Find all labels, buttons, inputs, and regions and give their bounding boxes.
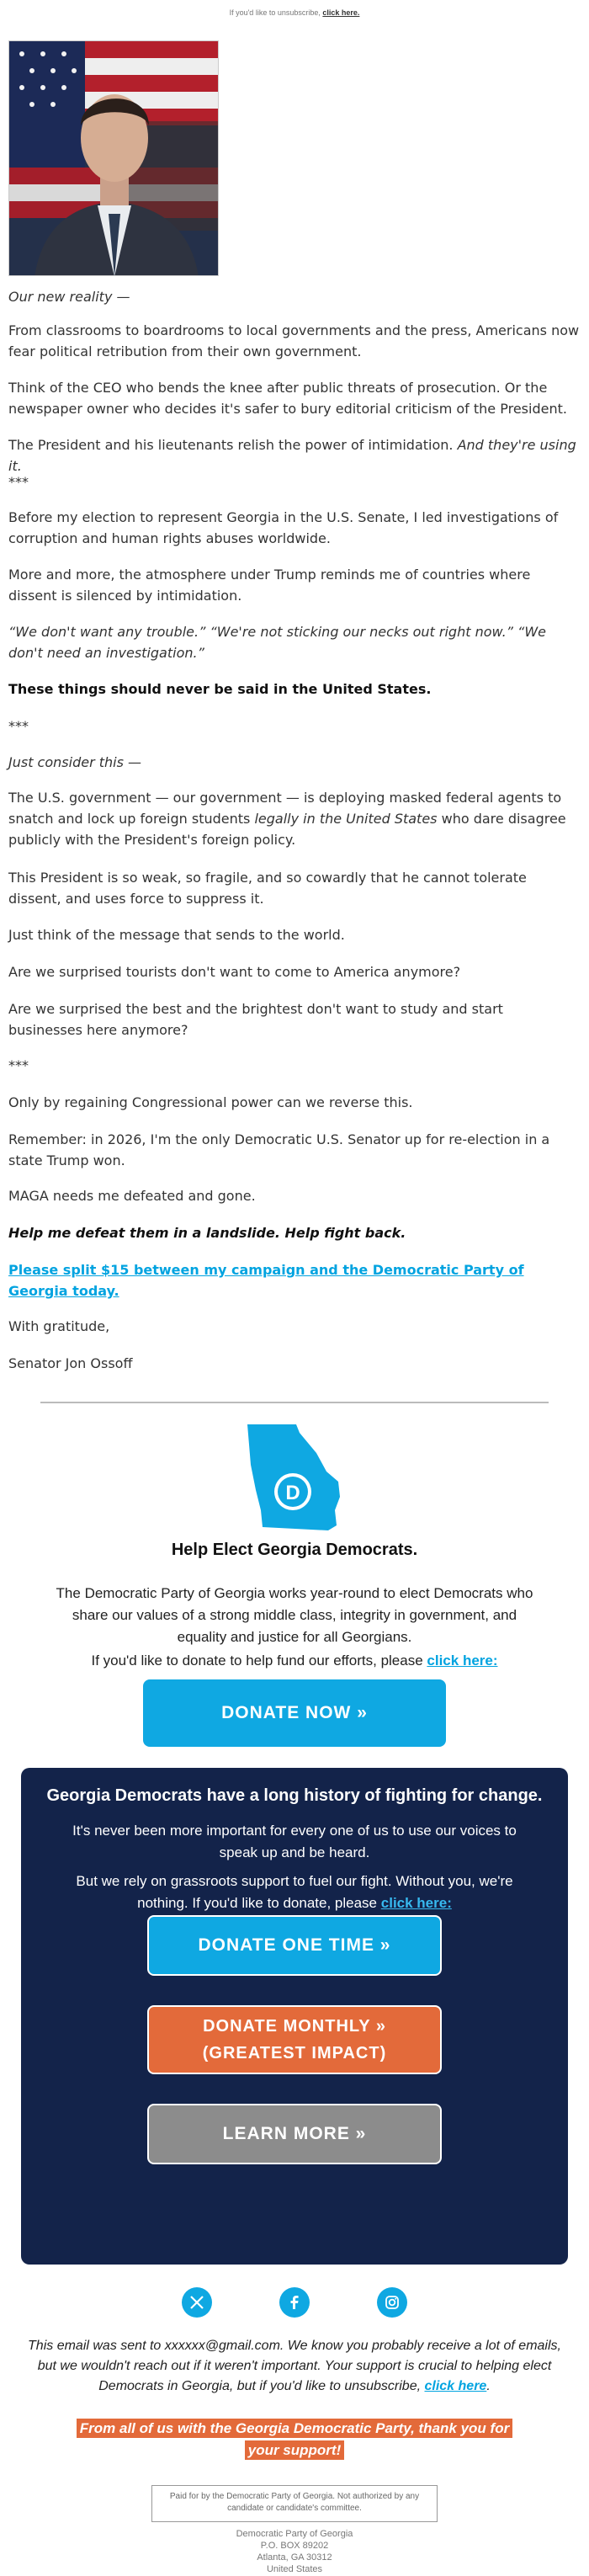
paragraph: Are we surprised the best and the brightest don't want to study and start businesses here anymore? [8, 1001, 503, 1038]
preheader-text: If you'd like to unsubscribe, [229, 8, 321, 17]
paid-for-disclaimer: Paid for by the Democratic Party of Georgia. Not authorized by any candidate or candidate's committee. [151, 2485, 438, 2522]
call-to-action-text: Help me defeat them in a landslide. Help fight back. [8, 1225, 406, 1241]
donate-click-here-link[interactable]: click here: [427, 1653, 498, 1669]
preheader [0, 0, 589, 24]
paragraph-text: who dare disagree publicly with the President's foreign policy. [8, 811, 566, 848]
donate-one-time-button[interactable]: DONATE ONE TIME » [147, 1915, 442, 1976]
address-line: P.O. BOX 89202 [260, 2541, 329, 2551]
panel-paragraph [55, 1871, 534, 1914]
address-line: Democratic Party of Georgia [236, 2529, 353, 2539]
separator: *** [8, 474, 29, 490]
footer-unsubscribe-link[interactable]: click here [424, 2379, 487, 2393]
letter-heading: Our new reality — [8, 289, 130, 305]
donate-monthly-button[interactable] [147, 2005, 442, 2074]
signature: Senator Jon Ossoff [8, 1355, 133, 1371]
donate-monthly-sublabel: (GREATEST IMPACT) [202, 2044, 387, 2062]
instagram-icon[interactable] [377, 2287, 407, 2318]
facebook-icon[interactable] [279, 2287, 310, 2318]
paragraph: From classrooms to boardrooms to local governments and the press, Americans now fear political retribution from their own government. [8, 322, 580, 359]
donate-now-button[interactable]: DONATE NOW » [143, 1679, 446, 1747]
donate-monthly-label: DONATE MONTHLY » [203, 2017, 386, 2036]
paragraph: Before my election to represent Georgia in the U.S. Senate, I led investigations of corruption and human rights abuses worldwide. [8, 509, 559, 546]
paragraph-emphasis: And they're using it. [8, 437, 576, 474]
separator: *** [8, 1057, 29, 1073]
donate-prompt [50, 1650, 539, 1672]
address-line: United States [266, 2564, 323, 2574]
panel-paragraph: It's never been more important for every one of us to use our voices to speak up and be heard. [72, 1823, 517, 1860]
paragraph: Just think of the message that sends to the world. [8, 927, 345, 943]
donate-prompt-text: If you'd like to donate to help fund our efforts, please [91, 1653, 423, 1669]
dpg-description: The Democratic Party of Georgia works year-round to elect Democrats who share our values of a strong middle class, integrity in government, and equality and justice for all Georgians. [56, 1585, 533, 1645]
section-heading: Just consider this — [8, 754, 142, 770]
paragraph: Remember: in 2026, I'm the only Democratic U.S. Senator up for re-election in a state Trump won. [8, 1131, 550, 1168]
paragraph-text: The U.S. government — our government — is deploying masked federal agents to snatch and lock up foreign students [8, 790, 562, 827]
footer-notice-text: This email was sent to xxxxxx@gmail.com. We know you probably receive a lot of emails, but we wouldn't reach out if it weren't important. Your support is crucial to helping elect Democrats in Georgia, but if you'd like to unsubscribe, [28, 2339, 561, 2393]
section-title: Help Elect Georgia Democrats. [171, 1541, 418, 1559]
cta-paragraph [8, 1259, 581, 1301]
split-donation-link[interactable]: Please split $15 between my campaign and the Democratic Party of Georgia today. [8, 1262, 524, 1299]
senator-photo [8, 40, 219, 276]
panel-title: Georgia Democrats have a long history of fighting for change. [46, 1786, 543, 1805]
learn-more-button[interactable]: LEARN MORE » [147, 2104, 442, 2164]
separator: *** [8, 718, 29, 734]
footer-notice [25, 2336, 564, 2397]
x-icon[interactable] [182, 2287, 212, 2318]
svg-text:D: D [285, 1482, 300, 1504]
paragraph: Only by regaining Congressional power can we reverse this. [8, 1094, 413, 1110]
paragraph: Think of the CEO who bends the knee after public threats of prosecution. Or the newspaper owner who decides it's safer to bury editorial criticism of the President. [8, 380, 567, 417]
bold-statement: These things should never be said in the United States. [8, 681, 432, 697]
georgia-democrats-logo [244, 1423, 345, 1535]
panel-click-here-link[interactable]: click here: [380, 1895, 452, 1911]
signoff: With gratitude, [8, 1318, 110, 1334]
panel-paragraph-text: But we rely on grassroots support to fuel our fight. Without you, we're nothing. If you'd like to donate, please [76, 1873, 513, 1911]
paragraph [8, 434, 581, 476]
quote-paragraph: “We don't want any trouble.” “We're not sticking our necks out right now.” “We don't need an investigation.” [8, 624, 546, 661]
paragraph: This President is so weak, so fragile, and so cowardly that he cannot tolerate dissent, and uses force to suppress it. [8, 870, 527, 907]
address-line: Atlanta, GA 30312 [257, 2552, 332, 2563]
thank-you-banner [67, 2418, 522, 2462]
paragraph: MAGA needs me defeated and gone. [8, 1188, 256, 1204]
paragraph: Are we surprised tourists don't want to come to America anymore? [8, 964, 461, 980]
paragraph-text: The President and his lieutenants relish the power of intimidation. [8, 437, 454, 453]
thank-you-text: From all of us with the Georgia Democratic Party, thank you for your support! [77, 2419, 512, 2460]
paragraph-emphasis: legally in the United States [254, 811, 438, 827]
paragraph: More and more, the atmosphere under Trump reminds me of countries where dissent is silenced by intimidation. [8, 567, 531, 604]
unsubscribe-link[interactable]: click here. [322, 8, 360, 17]
paragraph [8, 787, 581, 850]
divider [40, 1402, 549, 1403]
footer-period: . [486, 2379, 491, 2393]
